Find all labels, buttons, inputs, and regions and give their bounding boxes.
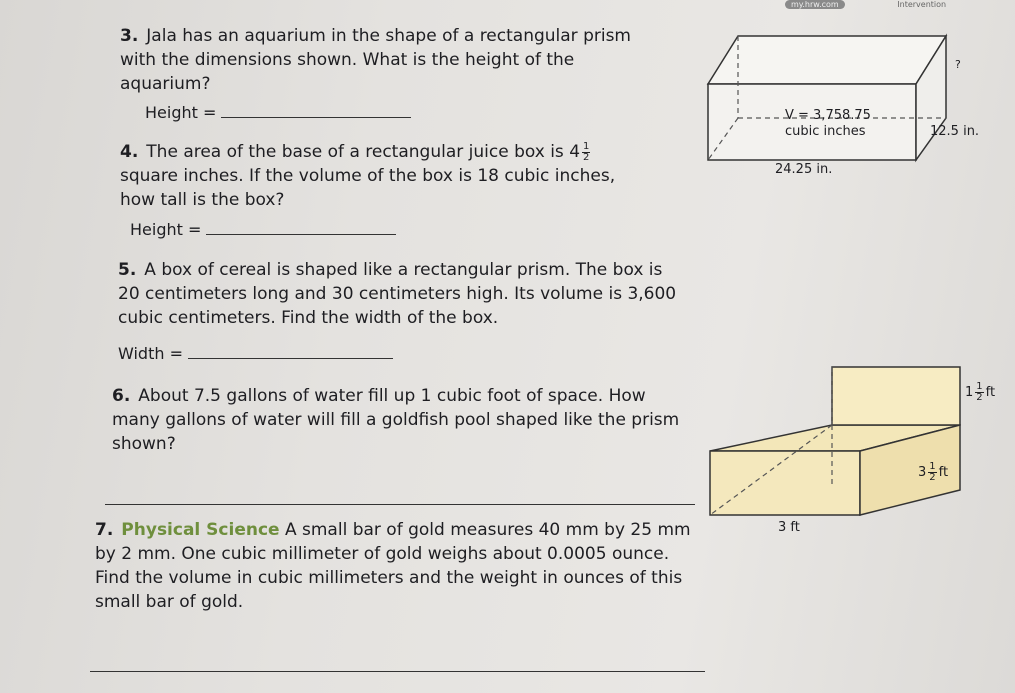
answer-label: Height = xyxy=(145,103,217,122)
problem-number: 4. xyxy=(120,142,139,162)
problem-text: A box of cereal is shaped like a rectangular prism. The box is 20 centimeters long and 30 centimeters high. Its volume is 3,600 cubic centimeters. Find the width of the box. xyxy=(118,260,677,328)
problem-5 xyxy=(118,258,678,330)
problem-number: 7. xyxy=(95,520,114,540)
height-unknown-label: ? xyxy=(955,58,961,71)
problem-text: About 7.5 gallons of water fill up 1 cubic foot of space. How many gallons of water will fill a goldfish pool shaped like the prism shown? xyxy=(112,386,680,454)
category-label: Physical Science xyxy=(121,520,280,540)
site-badge: my.hrw.com xyxy=(785,0,845,9)
fraction: $\frac{1}{2}$ xyxy=(976,381,983,403)
problem-4 xyxy=(120,140,650,212)
goldfish-pool-prism-figure xyxy=(700,365,1000,525)
pool-height-label: 1 $\frac{1}{2}$ ft xyxy=(965,381,996,403)
answer-7 xyxy=(90,657,705,676)
answer-6 xyxy=(105,490,695,509)
fraction: $\frac{1}{2}$ xyxy=(583,140,590,163)
prism-top-face xyxy=(708,36,946,84)
problem-number: 3. xyxy=(120,26,139,46)
answer-label: Height = xyxy=(130,220,202,239)
answer-blank[interactable] xyxy=(105,504,695,505)
problem-number: 6. xyxy=(112,386,131,406)
header-bar xyxy=(785,0,946,9)
answer-blank[interactable] xyxy=(206,234,396,235)
answer-height-3 xyxy=(145,103,411,122)
answer-blank[interactable] xyxy=(90,671,705,672)
pool-length-label: 3 ft xyxy=(778,520,800,535)
problem-number: 5. xyxy=(118,260,137,280)
aquarium-prism-figure xyxy=(700,28,1000,168)
problem-text: A small bar of gold measures 40 mm by 25 mm by 2 mm. One cubic millimeter of gold weighs about 0.0005 ounce. Find the volume in cubic millimeters and the weight in ounces of this small bar of gold. xyxy=(95,520,691,612)
problem-6 xyxy=(112,384,682,456)
problem-text: Jala has an aquarium in the shape of a rectangular prism with the dimensions shown. What is the height of the aquarium? xyxy=(120,26,631,94)
prism-front-face xyxy=(710,451,860,515)
intervention-tag: Intervention xyxy=(897,0,947,9)
answer-width-5 xyxy=(118,344,393,363)
answer-blank[interactable] xyxy=(188,358,393,359)
fraction: $\frac{1}{2}$ xyxy=(929,461,936,483)
answer-height-4 xyxy=(130,220,396,239)
problem-text-b: square inches. If the volume of the box is 18 cubic inches, how tall is the box? xyxy=(120,166,616,210)
pool-width-label: 3 $\frac{1}{2}$ ft xyxy=(918,461,949,483)
problem-3 xyxy=(120,24,640,96)
length-label: 24.25 in. xyxy=(775,162,833,177)
width-label: 12.5 in. xyxy=(930,124,980,139)
problem-7 xyxy=(95,518,695,614)
prism-back-face xyxy=(832,367,960,425)
problem-text-a: The area of the base of a rectangular juice box is 4 xyxy=(146,142,581,162)
volume-label: V = 3,758.75 cubic inches xyxy=(785,108,871,139)
answer-label: Width = xyxy=(118,344,183,363)
answer-blank[interactable] xyxy=(221,117,411,118)
